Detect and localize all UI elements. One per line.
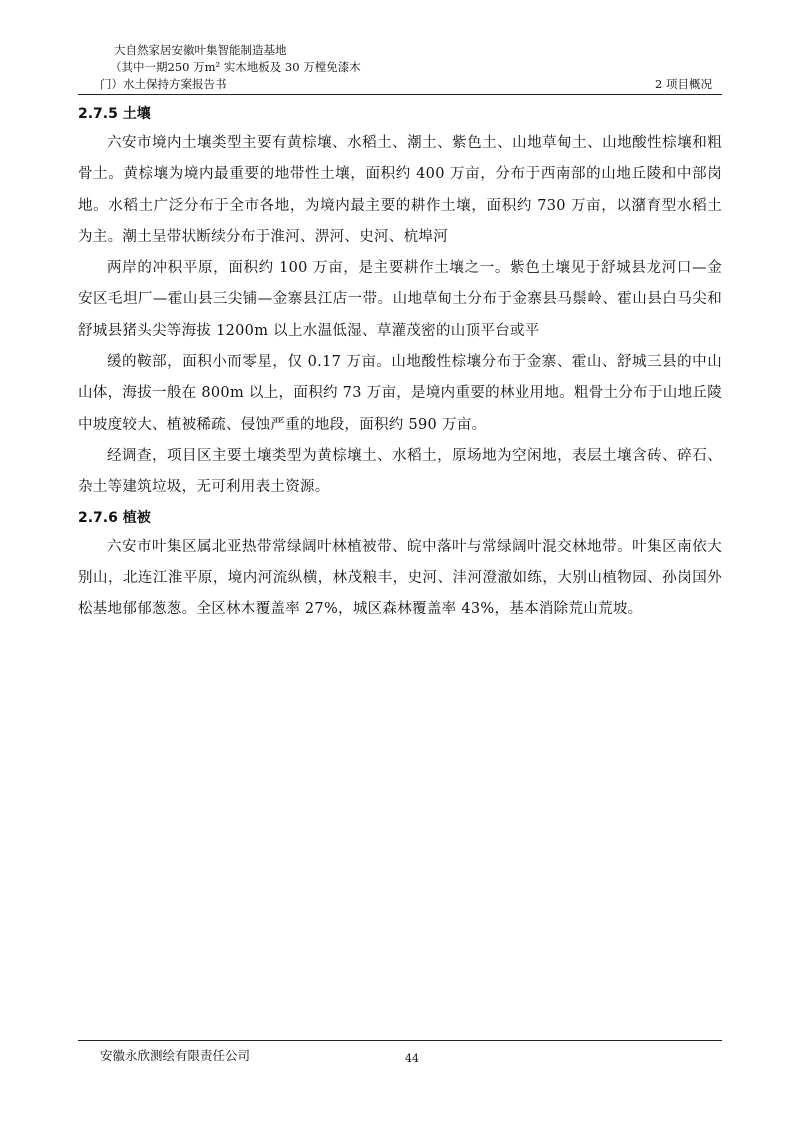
section-title-vegetation: 2.7.6 植被 [78,509,151,526]
page-body [78,100,722,625]
soil-paragraph-2: 两岸的冲积平原，面积约 100 万亩，是主要耕作土壤之一。紫色土壤见于舒城县龙河口—金安区毛坦厂—霍山县三尖铺—金寨县江店一带。山地草甸土分布于金寨县马鬃岭、霍山县白马尖和舒城县猪头尖等海拔 1200m 以上水温低湿、草灌茂密的山顶平台或平 [78,260,722,339]
page-number: 44 [405,1052,419,1065]
footer-company: 安徽永欣测绘有限责任公司 [100,1048,251,1063]
footer-divider [78,1040,722,1041]
soil-paragraph-1: 六安市境内土壤类型主要有黄棕壤、水稻土、潮土、紫色土、山地草甸土、山地酸性棕壤和粗骨土。黄棕壤为境内最重要的地带性土壤，面积约 400 万亩，分布于西南部的山地丘陵和中部岗地。水稻土广泛分布于全市各地，为境内最主要的耕作土壤，面积约 730 万亩，以潴育型水稻土为主。潮土呈带状断续分布于淮河、淠河、史河、杭埠河 [78,135,722,245]
chapter-label: 2 项目概况 [655,77,712,91]
vegetation-paragraph-1: 六安市叶集区属北亚热带常绿阔叶林植被带、皖中落叶与常绿阔叶混交林地带。叶集区南依大别山，北连江淮平原，境内河流纵横，林茂粮丰，史河、沣河澄澈如练，大别山植物园、孙岗国外松基地郁郁葱葱。全区林木覆盖率 27%，城区森林覆盖率 43%，基本消除荒山荒坡。 [78,538,722,618]
report-title-line-1: 大自然家居安徽叶集智能制造基地 [114,43,287,57]
report-title-line-3: 门）水土保持方案报告书 [100,77,227,91]
page-header [100,42,722,94]
report-title-block [100,42,430,93]
header-divider [78,94,722,95]
soil-paragraph-4: 经调查，项目区主要土壤类型为黄棕壤土、水稻土，原场地为空闲地，表层土壤含砖、碎石、杂土等建筑垃圾，无可利用表土资源。 [78,447,722,496]
section-title-soil: 2.7.5 土壤 [78,106,151,122]
report-title-line-2: （其中一期250 万m² 实木地板及 30 万樘免漆木 [110,60,361,74]
soil-paragraph-3: 缓的鞍部，面积小而零星，仅 0.17 万亩。山地酸性棕壤分布于金寨、霍山、舒城三县的中山山体，海拔一般在 800m 以上，面积约 73 万亩，是境内重要的林业用地。粗骨土分布于山地丘陵中坡度较大、植被稀疏、侵蚀严重的地段，面积约 590 万亩。 [78,354,722,433]
